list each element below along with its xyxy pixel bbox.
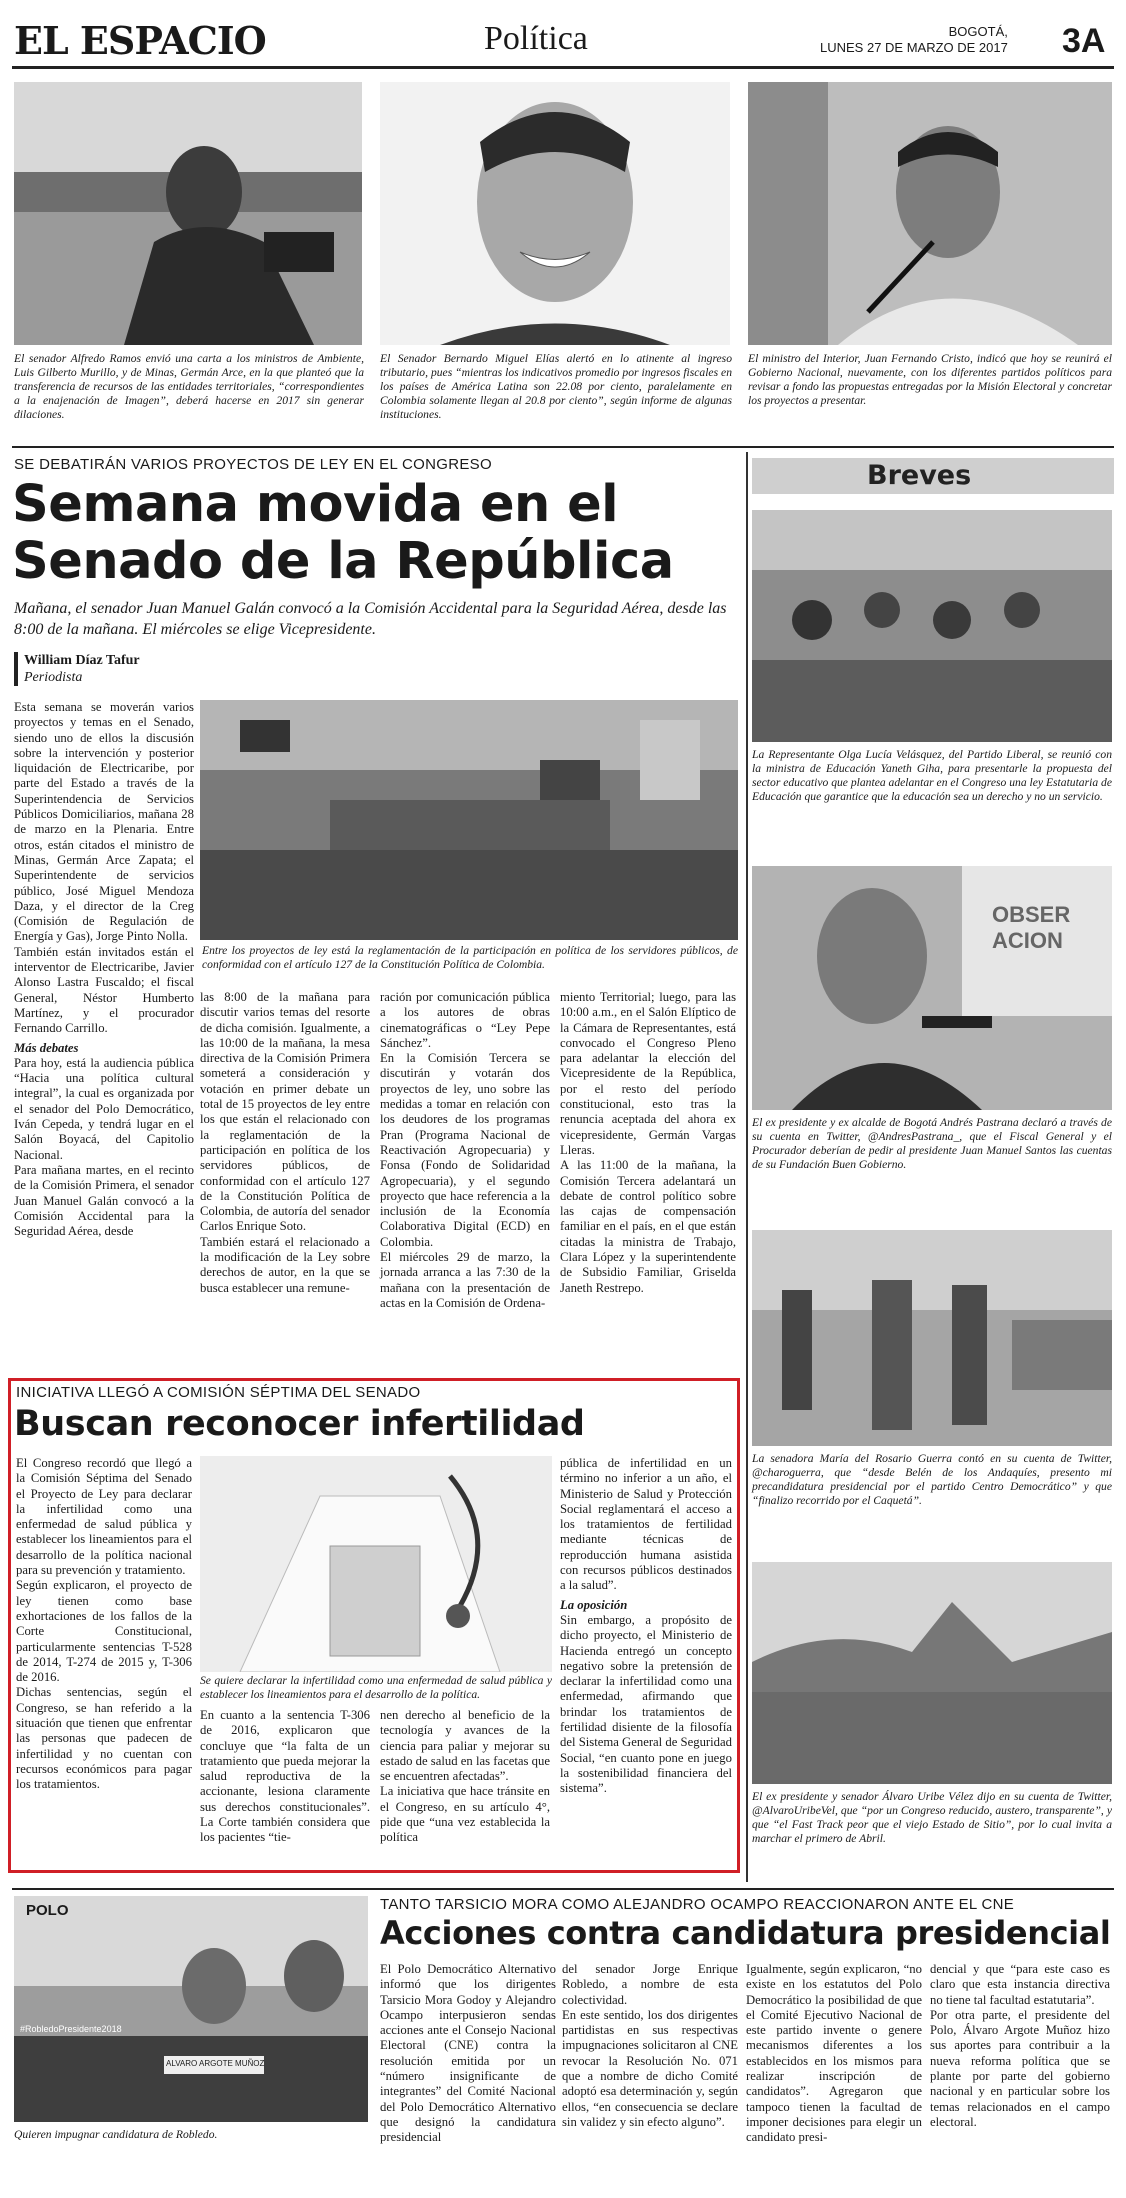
main-headline-line2: Senado de la República (12, 532, 674, 591)
section-rule (12, 446, 1114, 448)
main-col-3 (380, 990, 550, 1311)
caption-cne-photo: Quieren impugnar candidatura de Robledo. (14, 2128, 218, 2141)
main-col-1-p2: También están invitados están el interventor de Electricaribe, Javier Alonso Lastra Fuscaldo; el fiscal General, Néstor Humberto Martínez, y el procurador Fernando Carrillo. (14, 944, 194, 1036)
cne-col-4 (930, 1962, 1110, 2130)
main-col-1-p3: Para hoy, está la audiencia pública “Hacia una política cultural integral”, la cual es organizada por el senador del Polo Democrático, Iván Cepeda, y tendrá lugar en el Salón Boyacá, del Capitolio Nacional. (14, 1055, 194, 1162)
infertilidad-col-3-p2: La iniciativa que hace tránsite en el Congreso, en su artículo 4°, pide que “una vez establecida la política (380, 1784, 550, 1845)
main-headline (12, 476, 742, 590)
photo-olga-velasquez (752, 510, 1112, 742)
main-col-3-p1: ración por comunicación pública a los autores de obras cinematográficas o “Ley Pepe Sánchez”. (380, 990, 550, 1050)
main-col-4-p1: miento Territorial; luego, para las 10:00 a.m., en el Salón Elíptico de la Cámara de Representantes, está convocado el Congreso Pleno para adelantar la elección del Vicepresidente de la República, por el resto del período constitucional, esto tras la renuncia aceptada del ahora ex vicepresidente, Germán Vargas Lleras. (560, 990, 736, 1157)
photo-maria-del-rosario-guerra (752, 1230, 1112, 1446)
dateline (820, 24, 1008, 56)
caption-top-1: El senador Alfredo Ramos envió una carta a los ministros de Ambiente, Luis Gilberto Murillo, y de Minas, Germán Arce, en la que planteó que la transferencia de recursos de las entidades territoriales, “correspondientes a la enajenación de Imagen”, deberá hacerse en 2017 sin generar dilaciones. (14, 352, 364, 421)
photo-doctor-stethoscope (200, 1456, 552, 1672)
cne-headline: Acciones contra candidatura presidencial (380, 1914, 1111, 1952)
infertilidad-col-4-p2: Sin embargo, a propósito de dicho proyecto, el Ministerio de Hacienda entregó un concepto negativo sobre la pretensión de declarar la infertilidad como una enfermedad, afirmando que brindar los tratamientos de fertilidad disiente de la filosofía del Sistema General de Seguridad Social, “en cuanto pone en juego la sostenibilidad financiera del sistema”. (560, 1612, 732, 1796)
breves-divider (746, 452, 748, 1882)
bottom-rule (12, 1888, 1114, 1890)
photo-alfredo-ramos (14, 82, 362, 345)
section-title: Política (484, 20, 588, 57)
caption-breves-1: La Representante Olga Lucía Velásquez, del Partido Liberal, se reunió con la ministra de Educación Yaneth Giha, para presentarle la propuesta del sector educativo que plantea adelantar en el Congreso una ley Estatutaria de Educación que garantice que la educación sea un derecho y no un servicio. (752, 748, 1112, 803)
caption-main-photo: Entre los proyectos de ley está la reglamentación de la participación en política de los servidores públicos, de conformidad con el artículo 127 de la Constitución Política de Colombia. (202, 944, 738, 971)
cne-col-3 (746, 1962, 922, 2146)
infertilidad-sidehead: La oposición (560, 1597, 628, 1612)
main-col-1-p4: Para mañana martes, en el recinto de la Comisión Primera, el senador Juan Manuel Galán convocó a la Comisión Accidental para la Seguridad Aérea, desde (14, 1162, 194, 1239)
page-number: 3A (1062, 22, 1106, 60)
cne-col-2-p1: del senador Jorge Enrique Robledo, a nombre de esta colectividad. (562, 1962, 738, 2007)
main-col-1-p1: Esta semana se moverán varios proyectos y temas en el Senado, siendo uno de ellos la discusión sobre la intervención y posterior liquidación de Electricaribe, por parte del Estado a través de la Superintendencia de Servicios Públicos Domiciliarios, mañana 28 de marzo en la Plenaria. Entre otros, están citados el ministro de Minas, Germán Arce Zapata; el Superintendente de servicios público, José Miguel Mendoza Daza, y el director de la Creg (Comisión de Regulación de Energía y Gas), Jorge Pinto Nolla. (14, 700, 194, 944)
photo-senado-plenaria (200, 700, 738, 940)
infertilidad-col-1-p2: Según explicaron, el proyecto de ley tienen como base exhortaciones de los fallos de la Corte Constitucional, particularmente sentencias T-528 de 2014, T-274 de 2015 y, T-306 de 2016. (16, 1578, 192, 1685)
byline (24, 652, 140, 686)
photo-alvaro-uribe (752, 1562, 1112, 1784)
main-col-2-p1: las 8:00 de la mañana para discutir varios temas del resorte de dicha comisión. Igualmente, a las 10:00 de la mañana, la mesa directiva de la Comisión Primera someterá a consideración y votación en primer debate un total de 15 proyectos de ley entre los que están el relacionado con la reglamentación de la participación en política de los servidores públicos, de conformidad con el artículo 127 de la Constitución Política de Colombia, de autoría del senador Carlos Enrique Soto. (200, 990, 370, 1234)
infertilidad-col-2-p1: En cuanto a la sentencia T-306 de 2016, explicaron que concluye que “la falta de un tratamiento que pueda mejorar la salud reproductiva de la accionante, lesiona claramente sus derechos constitucionales”. La Corte también considera que los pacientes “tie- (200, 1708, 370, 1845)
infertilidad-col-2 (200, 1708, 370, 1846)
author-role: Periodista (24, 670, 83, 685)
cne-col-2 (562, 1962, 738, 2130)
sign-text: OBSER ACION (992, 902, 1071, 953)
caption-breves-2: El ex presidente y ex alcalde de Bogotá Andrés Pastrana declaró a través de su cuenta en Twitter, @AndresPastrana_, que el Fiscal General y el Procurador deberían de pedir al presidente Juan Manuel Santos las cuentas de su Fundación Buen Gobierno. (752, 1116, 1112, 1171)
dateline-city: BOGOTÁ, (948, 24, 1008, 39)
main-col-4-p2: A las 11:00 de la mañana, la Comisión Tercera adelantará un debate de control político sobre las cajas de compensación familiar en el país, en el que están citadas la ministra de Trabajo, Clara López y la superintendente de Subsidio Familiar, Griselda Janeth Restrepo. (560, 1158, 736, 1295)
infertilidad-col-3-p1: nen derecho al beneficio de la tecnología y avances de la ciencia para paliar y mejorar su estado de salud en las facetas que se encuentren afectadas”. (380, 1708, 550, 1784)
caption-infertilidad-photo: Se quiere declarar la infertilidad como una enfermedad de salud pública y establecer los lineamientos para el desarrollo de la política. (200, 1674, 552, 1701)
infertilidad-col-4-p1: pública de infertilidad en un término no inferior a un año, el Ministerio de Salud y Protección Social reglamentará el acceso a los tratamientos de fertilidad mediante técnicas de reproducción humana asistida con recursos públicos destinados a la salud”. (560, 1456, 732, 1593)
infertilidad-col-4 (560, 1456, 732, 1797)
breves-header: Breves (752, 458, 1114, 494)
cne-col-1 (380, 1962, 556, 2146)
main-col-2-p2: También estará el relacionado a la modificación de la Ley sobre derechos de autor, en la que se busca establecer una remune- (200, 1234, 370, 1295)
main-subhead: Mañana, el senador Juan Manuel Galán convocó a la Comisión Accidental para la Seguridad Aérea, desde las 8:00 de la mañana. El miércoles se elige Vicepresidente. (14, 600, 727, 638)
author-name: William Díaz Tafur (24, 653, 140, 668)
infertilidad-kicker: INICIATIVA LLEGÓ A COMISIÓN SÉPTIMA DEL SENADO (16, 1384, 421, 1401)
photo-andres-pastrana (752, 866, 1112, 1110)
infertilidad-col-1-p1: El Congreso recordó que llegó a la Comisión Séptima del Senado el Proyecto de Ley para declarar la infertilidad como una enfermedad de salud pública y establecer los lineamientos para el desarrollo de la política nacional para su prevención y tratamiento. (16, 1456, 192, 1578)
photo-juan-fernando-cristo (748, 82, 1112, 345)
cne-col-4-p1: dencial y que “para este caso es claro que esta instancia directiva no tiene tal facultad estatutaria”. (930, 1962, 1110, 2007)
caption-breves-4: El ex presidente y senador Álvaro Uribe Vélez dijo en su cuenta de Twitter, @AlvaroUribeVel, que “por un Congreso reducido, austero, transparente”, y que “el Fast Track peor que el viejo Estado de Sitio”, por lo cual invita a marchar el primero de Abril. (752, 1790, 1112, 1845)
infertilidad-headline: Buscan reconocer infertilidad (14, 1404, 585, 1444)
infertilidad-col-1 (16, 1456, 192, 1793)
cne-col-1-p1: El Polo Democrático Alternativo informó que los dirigentes Tarsicio Mora Godoy y Alejandro Ocampo interpusieron sendas acciones ante el Consejo Nacional Electoral (CNE) contra la resolución emitida por un “número insignificante de integrantes” del Comité Nacional del Polo Democrático Alternativo que designó la candidatura presidencial (380, 1962, 556, 2145)
caption-top-2: El Senador Bernardo Miguel Elías alertó en lo atinente al ingreso tributario, pues “mientras los indicativos promedio por ingresos fiscales en los países de América Latina son 22.08 por ciento, paralelamente en Colombia solamente llegan al 20.8 por ciento”, según informe de algunas instituciones. (380, 352, 732, 421)
dateline-date: LUNES 27 DE MARZO DE 2017 (820, 40, 1008, 55)
cne-col-4-p2: Por otra parte, el presidente del Polo, Álvaro Argote Muñoz hizo sus aportes para contribuir a la nueva reforma política que se plante por parte del gobierno nacional y en particular sobre los temas relacionados en el campo electoral. (930, 2007, 1110, 2129)
caption-top-3: El ministro del Interior, Juan Fernando Cristo, indicó que hoy se reunirá el Gobierno Nacional, nuevamente, con los diferentes partidos políticos para revisar a fondo las propuestas entregadas por la Misión Electoral y concretar los proyectos a presentar. (748, 352, 1112, 407)
main-col-4 (560, 990, 736, 1296)
main-col-3-p3: El miércoles 29 de marzo, la jornada arranca a las 7:30 de la mañana con la presentación de actas en la Comisión de Ordena- (380, 1250, 550, 1310)
main-col-3-p2: En la Comisión Tercera se discutirán y votarán dos proyectos de ley, uno sobre las medidas a tomar en relación con los deudores de los programas Pran (Programa Nacional de Reactivación Agropecuaria) y Fonsa (Fondo de Solidaridad Agropecuaria), y el segundo proyecto que hace referencia a la inclusión de la Economía Colaborativa Digital (ECD) en Colombia. (380, 1051, 550, 1249)
infertilidad-col-3 (380, 1708, 550, 1846)
main-col-2 (200, 990, 370, 1296)
main-kicker: SE DEBATIRÁN VARIOS PROYECTOS DE LEY EN EL CONGRESO (14, 456, 492, 473)
masthead-rule (12, 66, 1114, 69)
photo-text-polo: POLO (26, 1902, 69, 1919)
main-headline-line1: Semana movida en el (12, 475, 619, 534)
cne-col-2-p2: En este sentido, los dos dirigentes partidistas en sus respectivas impugnaciones solicitaron al CNE revocar la Resolución No. 071 que a nombre de dicho Comité adoptó esa determinación y, según ellos, “en consecuencia se declare sin validez y sin efecto alguno”. (562, 2007, 738, 2129)
photo-text-nameplate: ALVARO ARGOTE MUÑOZ (166, 2059, 265, 2068)
cne-kicker: TANTO TARSICIO MORA COMO ALEJANDRO OCAMPO REACCIONARON ANTE EL CNE (380, 1896, 1015, 1913)
caption-breves-3: La senadora María del Rosario Guerra contó en su cuenta de Twitter, @charoguerra, que “desde Belén de los Andaquíes, presento mi precandidatura presidencial por el partido Centro Democrático” y que “finalizo recorrido por el Caquetá”. (752, 1452, 1112, 1507)
photo-polo-press-conference (14, 1896, 368, 2122)
infertilidad-col-1-p3: Dichas sentencias, según el Congreso, se han referido a la situación que tienen que enfrentar las personas que padecen de infertilidad y no cuentan con recursos económicos para pagar los tratamientos. (16, 1685, 192, 1792)
masthead-logo: EL ESPACIO (14, 18, 266, 63)
cne-col-3-p1: Igualmente, según explicaron, “no existe en los estatutos del Polo Democrático la posibilidad de que el Comité Ejecutivo Nacional de este partido invente o genere mecanismos diferentes a los establecidos en los mismos para realizar inscripción de candidatos”. Agregaron que tampoco tienen la facultad de imponer decisiones para elegir un candidato presi- (746, 1962, 922, 2145)
main-sidehead: Más debates (14, 1040, 79, 1055)
byline-bar (14, 652, 18, 686)
photo-text-hashtag: #RobledoPresidente2018 (20, 2024, 122, 2034)
main-col-1 (14, 700, 194, 1239)
photo-bernardo-elias (380, 82, 730, 345)
